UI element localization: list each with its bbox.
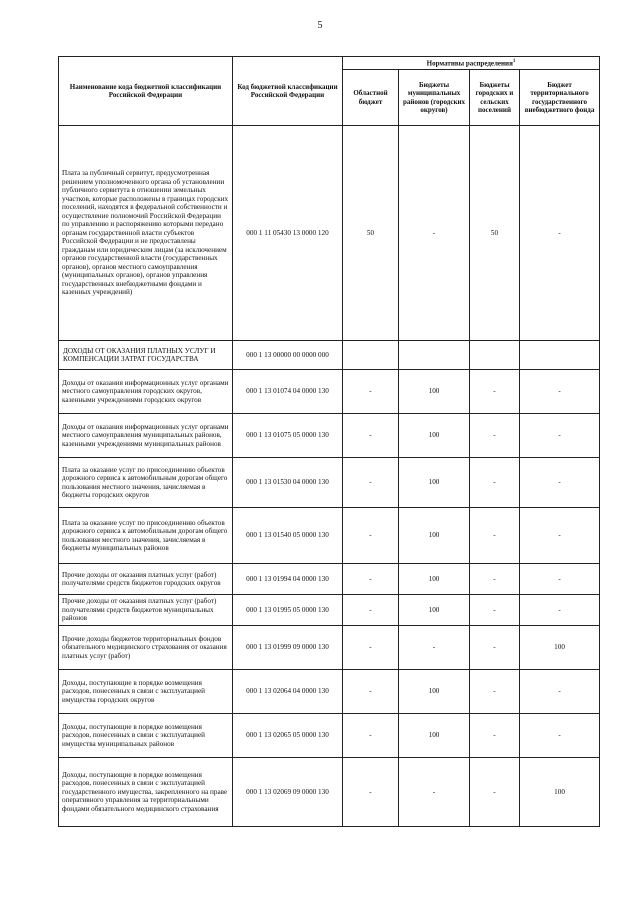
row-urban: - — [470, 670, 520, 714]
row-municipal: 100 — [399, 414, 470, 458]
row-code: 000 1 13 02065 05 0000 130 — [233, 714, 343, 758]
row-code: 000 1 11 05430 13 0000 120 — [233, 126, 343, 341]
row-fund: - — [520, 370, 600, 414]
header-name: Наименование кода бюджетной классификации Российской Федерации — [59, 57, 233, 126]
row-code: 000 1 13 01994 04 0000 130 — [233, 564, 343, 595]
row-municipal: 100 — [399, 508, 470, 564]
row-municipal: 100 — [399, 670, 470, 714]
row-urban — [470, 341, 520, 370]
row-municipal: - — [399, 126, 470, 341]
row-code: 000 1 13 01074 04 0000 130 — [233, 370, 343, 414]
row-urban: 50 — [470, 126, 520, 341]
header-urban: Бюджеты городских и сельских поселений — [470, 70, 520, 126]
table-row — [59, 458, 600, 508]
row-fund — [520, 341, 600, 370]
row-fund: - — [520, 458, 600, 508]
row-regional: - — [343, 370, 399, 414]
row-regional: - — [343, 714, 399, 758]
row-municipal — [399, 341, 470, 370]
row-code: 000 1 13 01075 05 0000 130 — [233, 414, 343, 458]
row-municipal: 100 — [399, 370, 470, 414]
row-fund: - — [520, 670, 600, 714]
row-name: Плата за оказание услуг по присоединению объектов дорожного сервиса к автомобильным дорогам общего пользования местного значения, зачисляемая в бюджеты городских округов — [59, 458, 233, 508]
header-norms-footnote: 1 — [512, 58, 516, 64]
row-name: Доходы от оказания информационных услуг органами местного самоуправления муниципальных районов, казенными учреждениями муниципальных районов — [59, 414, 233, 458]
row-regional: - — [343, 414, 399, 458]
row-urban: - — [470, 458, 520, 508]
row-municipal: 100 — [399, 564, 470, 595]
row-urban: - — [470, 564, 520, 595]
row-urban: - — [470, 595, 520, 626]
row-urban: - — [470, 626, 520, 670]
row-municipal: - — [399, 626, 470, 670]
row-code: 000 1 13 00000 00 0000 000 — [233, 341, 343, 370]
row-regional: - — [343, 626, 399, 670]
row-fund: - — [520, 714, 600, 758]
header-code: Код бюджетной классификации Российской Федерации — [233, 57, 343, 126]
table-row — [59, 126, 600, 341]
table-row — [59, 564, 600, 595]
table-row — [59, 370, 600, 414]
row-code: 000 1 13 01540 05 0000 130 — [233, 508, 343, 564]
row-municipal: 100 — [399, 458, 470, 508]
row-urban: - — [470, 508, 520, 564]
table-row — [59, 508, 600, 564]
table-row — [59, 670, 600, 714]
row-name: Доходы от оказания информационных услуг органами местного самоуправления городских округов, казенными учреждениями городских округов — [59, 370, 233, 414]
header-norms — [343, 57, 600, 70]
row-municipal: 100 — [399, 595, 470, 626]
row-regional — [343, 341, 399, 370]
row-regional: - — [343, 595, 399, 626]
row-fund: 100 — [520, 758, 600, 827]
row-municipal: - — [399, 758, 470, 827]
header-municipal: Бюджеты муниципальных районов (городских округов) — [399, 70, 470, 126]
table-row — [59, 414, 600, 458]
row-regional: - — [343, 670, 399, 714]
row-regional: - — [343, 508, 399, 564]
row-name: Доходы, поступающие в порядке возмещения расходов, понесенных в связи с эксплуатацией государственного имущества, закрепленного на праве оперативного управления за территориальными фондами обязательного медицинского страхования — [59, 758, 233, 827]
page-number: 5 — [317, 20, 323, 31]
header-norms-text: Нормативы распределения — [426, 59, 513, 68]
budget-classification-table — [58, 56, 600, 827]
row-name: Плата за публичный сервитут, предусмотренная решением уполномоченного органа об установлении публичного сервитута в отношении земельных участков, которые расположены в границах городских поселений, находятся в федеральной собственности и осуществление полномочий Российской Федерации по управлению и распоряжению которыми передано органам государственной власти субъектов Российской Федерации и не предоставлены гражданам или юридическим лицам (за исключением органов государственной власти (государственных органов), органов местного самоуправления (муниципальных органов), органов управления государственных внебюджетными фондами и казенных учреждений) — [59, 126, 233, 341]
row-fund: - — [520, 508, 600, 564]
header-regional: Областной бюджет — [343, 70, 399, 126]
row-name: Доходы, поступающие в порядке возмещения расходов, понесенных в связи с эксплуатацией имущества муниципальных районов — [59, 714, 233, 758]
row-urban: - — [470, 370, 520, 414]
table-row-section — [59, 341, 600, 370]
row-regional: - — [343, 564, 399, 595]
row-code: 000 1 13 01995 05 0000 130 — [233, 595, 343, 626]
row-code: 000 1 13 02069 09 0000 130 — [233, 758, 343, 827]
table-row — [59, 595, 600, 626]
row-regional: - — [343, 758, 399, 827]
table-row — [59, 626, 600, 670]
row-name: Плата за оказание услуг по присоединению объектов дорожного сервиса к автомобильным дорогам общего пользования местного значения, зачисляемая в бюджеты муниципальных районов — [59, 508, 233, 564]
row-regional: - — [343, 458, 399, 508]
row-name: Доходы, поступающие в порядке возмещения расходов, понесенных в связи с эксплуатацией имущества городских округов — [59, 670, 233, 714]
table-row — [59, 758, 600, 827]
row-name: Прочие доходы от оказания платных услуг (работ) получателями средств бюджетов муниципальных районов — [59, 595, 233, 626]
table-row — [59, 714, 600, 758]
row-fund: 100 — [520, 626, 600, 670]
row-fund: - — [520, 595, 600, 626]
row-name: Прочие доходы бюджетов территориальных фондов обязательного медицинского страхования от оказания платных услуг (работ) — [59, 626, 233, 670]
row-urban: - — [470, 758, 520, 827]
header-fund: Бюджет территориального государственного внебюджетного фонда — [520, 70, 600, 126]
section-title: ДОХОДЫ ОТ ОКАЗАНИЯ ПЛАТНЫХ УСЛУГ И КОМПЕНСАЦИИ ЗАТРАТ ГОСУДАРСТВА — [59, 341, 233, 370]
row-municipal: 100 — [399, 714, 470, 758]
row-regional: 50 — [343, 126, 399, 341]
row-urban: - — [470, 714, 520, 758]
row-code: 000 1 13 01999 09 0000 130 — [233, 626, 343, 670]
header-row-1 — [59, 57, 600, 70]
row-fund: - — [520, 126, 600, 341]
row-fund: - — [520, 564, 600, 595]
row-urban: - — [470, 414, 520, 458]
row-fund: - — [520, 414, 600, 458]
row-code: 000 1 13 01530 04 0000 130 — [233, 458, 343, 508]
row-code: 000 1 13 02064 04 0000 130 — [233, 670, 343, 714]
row-name: Прочие доходы от оказания платных услуг (работ) получателями средств бюджетов городских округов — [59, 564, 233, 595]
